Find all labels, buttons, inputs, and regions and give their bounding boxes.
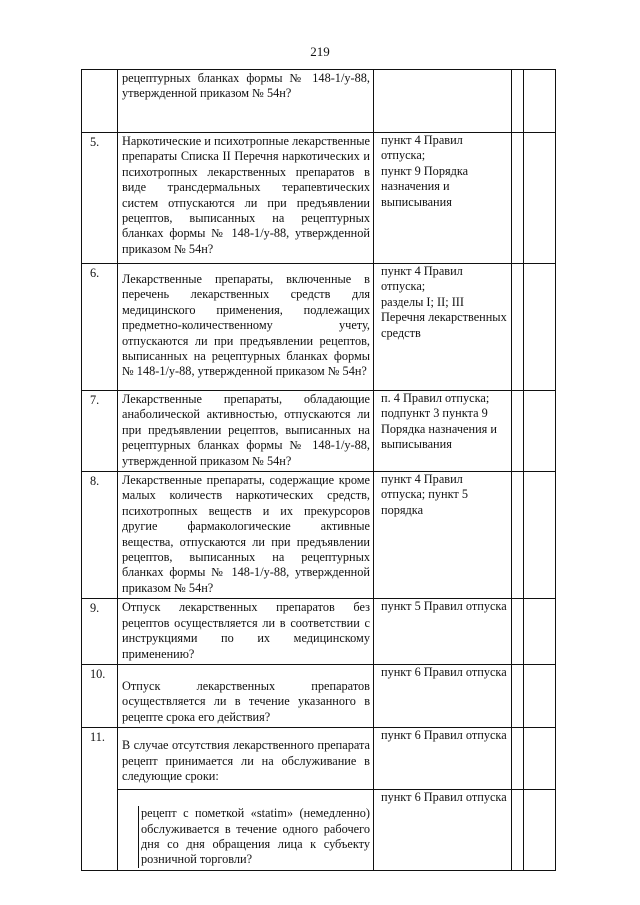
reference-text: пункт 4 Правил отпуска; пункт 5 порядка: [381, 472, 469, 517]
question-text: Лекарственные препараты, содержащие кроме малых количеств наркотических средств, психотропных веществ и их прекурсоров другие фармакологические активные вещества, отпускаются ли при предъявлении рецептов, выписанных на рецептурных бланках формы № 148-1/у-88, утвержденной приказом № 54н?: [122, 473, 370, 595]
question-text: Отпуск лекарственных препаратов без рецептов осуществляется ли в соответствии с инструкциями по их медицинскому применению?: [122, 600, 370, 661]
answer-no-cell: [524, 790, 556, 871]
answer-no-cell: [524, 599, 556, 665]
answer-yes-cell: [512, 391, 524, 472]
reference-cell: [374, 728, 512, 790]
table-row: [82, 472, 556, 599]
question-cell: [118, 472, 374, 599]
reference-cell: [374, 391, 512, 472]
reference-cell: [374, 472, 512, 599]
question-text: Лекарственные препараты, включенные в перечень лекарственных средств для медицинского применения, подлежащих предметно-количественному учету, отпускаются ли при предъявлении рецептов, выписанных на рецептурных бланках формы № 148-1/у-88, утвержденной приказом № 54н?: [122, 272, 370, 379]
question-text: Лекарственные препараты, обладающие анаболической активностью, отпускаются ли при предъявлении рецептов, выписанных на рецептурных бланках формы № 148-1/у-88, утвержденной приказом № 54н?: [122, 392, 370, 468]
row-number: 6.: [82, 264, 118, 391]
question-text: рецептурных бланках формы № 148-1/у-88, утвержденной приказом № 54н?: [122, 71, 370, 101]
reference-text: пункт 6 Правил отпуска: [381, 790, 507, 805]
answer-no-cell: [524, 728, 556, 790]
row-number: 7.: [82, 391, 118, 472]
sub-question-box: [138, 806, 370, 868]
reference-cell: [374, 264, 512, 391]
reference-cell: [374, 133, 512, 264]
answer-no-cell: [524, 664, 556, 727]
answer-no-cell: [524, 391, 556, 472]
reference-text: пункт 5 Правил отпуска: [381, 599, 507, 614]
question-cell: [118, 391, 374, 472]
answer-no-cell: [524, 70, 556, 133]
table-row: [82, 790, 556, 871]
answer-no-cell: [524, 133, 556, 264]
row-number: 11.: [82, 728, 118, 790]
answer-no-cell: [524, 472, 556, 599]
question-text: Отпуск лекарственных препаратов осуществляется ли в течение указанного в рецепте срока его действия?: [122, 678, 370, 724]
question-cell: [118, 599, 374, 665]
checklist-table: [81, 69, 556, 871]
row-number: [82, 70, 118, 133]
question-cell: [118, 728, 374, 790]
question-cell: [118, 264, 374, 391]
table-row: [82, 664, 556, 727]
row-number: 8.: [82, 472, 118, 599]
table-row: [82, 70, 556, 133]
reference-cell: [374, 70, 512, 133]
answer-yes-cell: [512, 472, 524, 599]
answer-yes-cell: [512, 728, 524, 790]
answer-yes-cell: [512, 264, 524, 391]
reference-text: пункт 6 Правил отпуска: [381, 664, 507, 679]
sub-question-text: рецепт с пометкой «statim» (немедленно) обслуживается в течение одного рабочего дня со дня обращения лица к субъекту розничной торговли?: [141, 806, 370, 867]
table-row: [82, 264, 556, 391]
answer-yes-cell: [512, 599, 524, 665]
table-row: [82, 133, 556, 264]
answer-yes-cell: [512, 133, 524, 264]
question-cell: [118, 70, 374, 133]
reference-text: пункт 6 Правил отпуска: [381, 728, 507, 743]
row-number: 9.: [82, 599, 118, 665]
reference-text: п. 4 Правил отпуска; подпункт 3 пункта 9 Порядка назначения и выписывания: [381, 391, 497, 452]
row-number: 5.: [82, 133, 118, 264]
reference-text: пункт 4 Правил отпуска; разделы I; II; III Перечня лекарственных средств: [381, 264, 507, 340]
table-row: [82, 391, 556, 472]
table-row: [82, 728, 556, 790]
reference-cell: [374, 790, 512, 871]
answer-yes-cell: [512, 70, 524, 133]
reference-cell: [374, 664, 512, 727]
row-number: 10.: [82, 664, 118, 727]
answer-no-cell: [524, 264, 556, 391]
reference-text: пункт 4 Правил отпуска; пункт 9 Порядка назначения и выписывания: [381, 133, 469, 209]
page-number: 219: [310, 44, 330, 59]
question-text: Наркотические и психотропные лекарственные препараты Списка II Перечня наркотических и психотропных лекарственных препаратов в виде трансдермальных терапевтических систем отпускаются ли при предъявлении рецептов, выписанных на рецептурных бланках формы № 148-1/у-88, утвержденной приказом № 54н?: [122, 134, 370, 256]
question-cell: [118, 133, 374, 264]
question-cell: [118, 790, 374, 871]
reference-cell: [374, 599, 512, 665]
question-cell: [118, 664, 374, 727]
row-number-empty: [82, 790, 118, 871]
answer-yes-cell: [512, 664, 524, 727]
answer-yes-cell: [512, 790, 524, 871]
question-text: В случае отсутствия лекарственного препарата рецепт принимается ли на обслуживание в следующие сроки:: [122, 738, 370, 783]
table-row: [82, 599, 556, 665]
